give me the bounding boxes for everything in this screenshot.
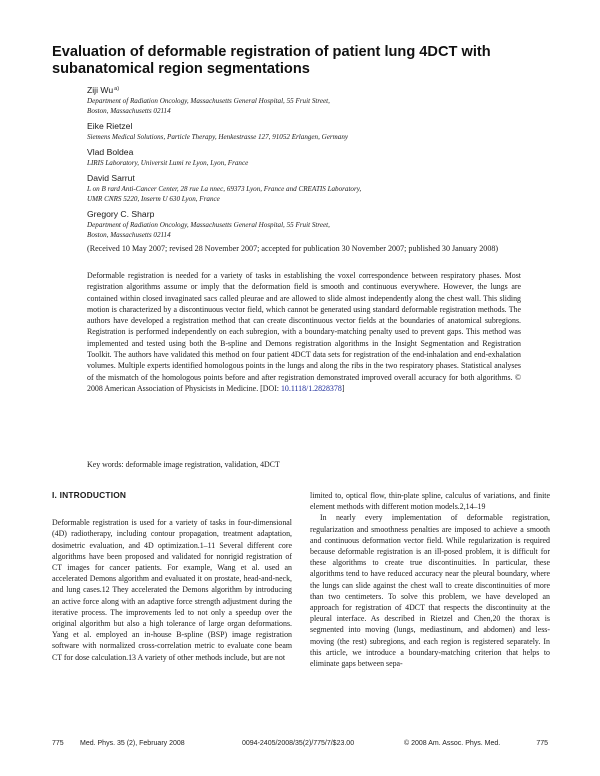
author-block [87,172,527,204]
paragraph: Deformable registration is used for a variety of tasks in four-dimensional (4D) radiotherapy, including contour propagation, treatment adaptation, dosimetric evaluation, and 4D optimization.1–11 Several different core algorithms have been proposed and validated for nonrigid registration of CT images for cancer patients. For example, Wang et al. used an accelerated Demons algorithm and evaluated it on prostate, head-and-neck, and lung cases.12 They accelerated the Demons algorithm by introducing an active force along with an adaptive force strength adjustment during the iterative process. The improvements led to not only a speedup over the original algorithm but also a high tolerance of large organ deformations. Yang et al. employed an in-house B-spline (BSP) image registration software with normalized cross-correlation metric to evaluate cone beam CT for dose calculation.13 A variety of other methods include, but are not [52,518,292,662]
author-block [87,83,527,116]
right-column [310,490,550,669]
paragraph: In nearly every implementation of deformable registration, regularization and smoothness penalties are imposed to achieve a smooth and continuous deformation vector field. While regularization is required because deformable registration is an ill-posed problem, it is difficult for these algorithms to create true discontinuities. In particular, these algorithms tend to have reduced accuracy near the pleural boundary, where the lungs can slide against the chest wall to create discontinuities of more than two centimeters. To solve this problem, we have developed an approach for registration of 4DCT that respects the discontinuity at the pleural interface. As described in Rietzel and Chen,20 the thorax is segmented into moving (lungs, mediastinum, and abdomen) and less-moving (the rest) subregions, and each region is registered separately. In this article, we introduce a boundary-matching criterion that helps to eliminate gaps between sepa- [310,513,550,669]
author-name: Vlad Boldea [87,147,134,157]
author-name: David Sarrut [87,173,135,183]
abstract-body: Deformable registration is needed for a variety of tasks in establishing the voxel correspondence between respiratory phases. Most registration algorithms assume or imply that the deformation field is smooth and continuous everywhere. However, the lungs are contained within closed invaginated sacs called pleurae and are allowed to slide almost independently along the chest wall. This sliding motion is characterized by a discontinuous vector field, which cannot be generated using standard deformable registration methods. The authors have developed a registration method that can create discontinuous vector fields at the boundaries of anatomical subregions. Registration is performed independently on each subregion, with a boundary-matching penalty used to prevent gaps. This method was implemented and tested using both the B-spline and Demons registration algorithms in the Insight Segmentation and Registration Toolkit. The authors have validated this method on four patient 4DCT data sets for registration of the end-inhalation and end-exhalation volumes. Multiple experts identified homologous points in the lungs and along the ribs in the two respiratory phases. Statistical analyses of the mismatch of the homologous points before and after registration demonstrated improved overall accuracy for both algorithms. [87,271,521,382]
author-name: Eike Rietzel [87,121,133,131]
article-title: Evaluation of deformable registration of patient lung 4DCT with subanatomical region segmentations [52,44,491,77]
page-number-left: 775 [52,740,64,747]
author-block [87,208,527,240]
author-name: Gregory C. Sharp [87,209,155,219]
paragraph: limited to, optical flow, thin-plate spline, calculus of variations, and finite element methods with different motion models.2,14–19 [310,491,550,512]
left-column [52,490,292,663]
author-affiliation: Department of Radiation Oncology, Massachusetts General Hospital, 55 Fruit Street, Boston, Massachusetts 02114 [87,221,330,239]
journal-citation: Med. Phys. 35 (2), February 2008 [80,740,185,747]
author-name: Ziji Wu$^{a)}$ [87,85,120,95]
received-dates: (Received 10 May 2007; revised 28 November 2007; accepted for publication 30 November 2007; published 30 January 2008) [87,244,499,253]
author-affiliation: Department of Radiation Oncology, Massachusetts General Hospital, 55 Fruit Street, Boston, Massachusetts 02114 [87,97,330,115]
doi-link[interactable]: 10.1118/1.2828378 [280,383,342,393]
author-affiliation: LIRIS Laboratory, Universit Lumi re Lyon, Lyon, France [87,159,249,167]
page-footer [52,740,548,752]
doi-prefix: [DOI: [260,383,281,393]
author-block [87,146,527,168]
footer-copyright: © 2008 Am. Assoc. Phys. Med. [404,740,501,747]
doi-suffix: ] [341,383,345,393]
author-block [87,120,527,142]
page-number-right: 775 [536,740,548,747]
abstract [87,270,521,394]
keywords: Key words: deformable image registration, validation, 4DCT [87,460,280,469]
abstract-copyright: © 2008 American Association of Physicists in Medicine. [87,372,521,393]
author-list [87,83,527,244]
author-affiliation: Siemens Medical Solutions, Particle Therapy, Henkestrasse 127, 91052 Erlangen, Germany [87,133,349,141]
section-heading: I. INTRODUCTION [52,490,127,500]
author-affiliation: L on B rard Anti-Cancer Center, 28 rue La nnec, 69373 Lyon, France and CREATIS Laboratory, UMR CNRS 5220, Inserm U 630 Lyon, France [87,185,362,203]
author-footnote-marker[interactable]: a) [114,86,120,92]
issn-code: 0094-2405/2008/35(2)/775/7/$23.00 [242,740,355,747]
